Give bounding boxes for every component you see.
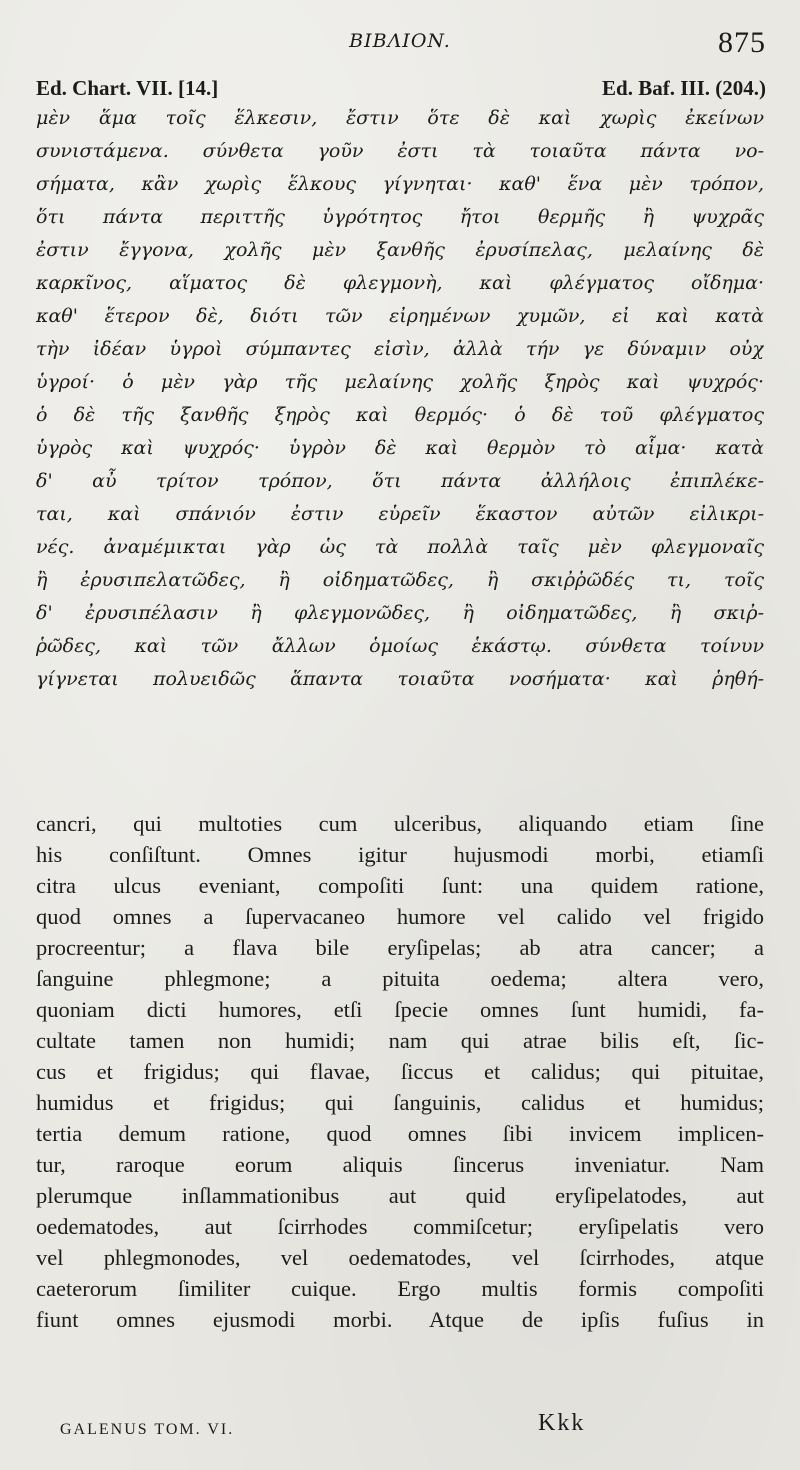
greek-line: ὅτι πάντα περιττῆς ὑγρότητος ἤτοι θερμῆς ἢ ψυχρᾶς (36, 206, 764, 228)
latin-line: his conſiſtunt. Omnes igitur hujusmodi morbi, etiamſi (36, 842, 764, 867)
page-number: 875 (718, 26, 766, 59)
edition-reference-basel: Ed. Baf. III. (204.) (602, 76, 766, 100)
greek-line: μὲν ἅμα τοῖς ἕλκεσιν, ἔστιν ὅτε δὲ καὶ χωρὶς ἐκείνων (36, 107, 764, 129)
signature-mark: Kkk (538, 1410, 586, 1436)
latin-text-block (36, 808, 764, 1335)
latin-line: vel phlegmonodes, vel oedematodes, vel ſcirrhodes, atque (36, 1245, 764, 1270)
latin-line: cancri, qui multoties cum ulceribus, aliquando etiam ſine (36, 811, 764, 836)
latin-line: quod omnes a ſupervacaneo humore vel calido vel frigido (36, 904, 764, 929)
greek-line: καρκῖνος, αἵματος δὲ φλεγμονὴ, καὶ φλέγματος οἴδημα· (36, 272, 764, 294)
greek-line: ῥῶδες, καὶ τῶν ἄλλων ὁμοίως ἑκάστῳ. σύνθετα τοίνυν (36, 635, 764, 657)
greek-line: ται, καὶ σπάνιόν ἐστιν εὑρεῖν ἕκαστον αὐτῶν εἰλικρι- (36, 503, 764, 525)
latin-line: cus et frigidus; qui flavae, ſiccus et calidus; qui pituitae, (36, 1059, 764, 1084)
running-title: BIBΛION. (349, 30, 451, 52)
greek-line: ὑγροί· ὁ μὲν γὰρ τῆς μελαίνης χολῆς ξηρὸς καὶ ψυχρός· (36, 371, 764, 393)
greek-line: νές. ἀναμέμικται γὰρ ὡς τὰ πολλὰ ταῖς μὲν φλεγμοναῖς (36, 536, 764, 558)
greek-line: δ' ἐρυσιπέλασιν ἢ φλεγμονῶδες, ἢ οἰδηματῶδες, ἢ σκιῤ- (36, 602, 764, 624)
latin-line: cultate tamen non humidi; nam qui atrae bilis eſt, ſic- (36, 1028, 764, 1053)
greek-line: ἢ ἐρυσιπελατῶδες, ἢ οἰδηματῶδες, ἢ σκιῤῥῶδές τι, τοῖς (36, 569, 764, 591)
latin-line: ſanguine phlegmone; a pituita oedema; altera vero, (36, 966, 764, 991)
greek-line: δ' αὖ τρίτον τρόπον, ὅτι πάντα ἀλλήλοις ἐπιπλέκε- (36, 470, 764, 492)
greek-line: ἐστιν ἔγγονα, χολῆς μὲν ξανθῆς ἐρυσίπελας, μελαίνης δὲ (36, 239, 764, 261)
edition-reference-chartier: Ed. Chart. VII. [14.] (36, 76, 219, 100)
latin-line: humidus et frigidus; qui ſanguinis, calidus et humidus; (36, 1090, 764, 1115)
latin-line: fiunt omnes ejusmodi morbi. Atque de ipſis fuſius in (36, 1307, 764, 1332)
greek-line: καθ' ἕτερον δὲ, διότι τῶν εἰρημένων χυμῶν, εἰ καὶ κατὰ (36, 305, 764, 327)
greek-line: τὴν ἰδέαν ὑγροὶ σύμπαντες εἰσὶν, ἀλλὰ τήν γε δύναμιν οὐχ (36, 338, 764, 360)
latin-line: caeterorum ſimiliter cuique. Ergo multis formis compoſiti (36, 1276, 764, 1301)
latin-line: citra ulcus eveniant, compoſiti ſunt: una quidem ratione, (36, 873, 764, 898)
latin-line: procreentur; a flava bile eryſipelas; ab atra cancer; a (36, 935, 764, 960)
latin-line: tertia demum ratione, quod omnes ſibi invicem implicen- (36, 1121, 764, 1146)
greek-line: ὁ δὲ τῆς ξανθῆς ξηρὸς καὶ θερμός· ὁ δὲ τοῦ φλέγματος (36, 404, 764, 426)
greek-line: συνιστάμενα. σύνθετα γοῦν ἐστι τὰ τοιαῦτα πάντα νο- (36, 140, 764, 162)
latin-line: oedematodes, aut ſcirrhodes commiſcetur; eryſipelatis vero (36, 1214, 764, 1239)
latin-line: plerumque inſlammationibus aut quid eryſipelatodes, aut (36, 1183, 764, 1208)
latin-line: tur, raroque eorum aliquis ſincerus inveniatur. Nam (36, 1152, 764, 1177)
greek-line: σήματα, κἂν χωρὶς ἕλκους γίγνηται· καθ' ἕνα μὲν τρόπον, (36, 173, 764, 195)
greek-text-block (36, 102, 764, 696)
volume-footer: GALENUS TOM. VI. (60, 1421, 235, 1438)
greek-line: ὑγρὸς καὶ ψυχρός· ὑγρὸν δὲ καὶ θερμὸν τὸ αἷμα· κατὰ (36, 437, 764, 459)
latin-line: quoniam dicti humores, etſi ſpecie omnes ſunt humidi, fa- (36, 997, 764, 1022)
greek-line: γίγνεται πολυειδῶς ἅπαντα τοιαῦτα νοσήματα· καὶ ῥηθή- (36, 668, 764, 690)
